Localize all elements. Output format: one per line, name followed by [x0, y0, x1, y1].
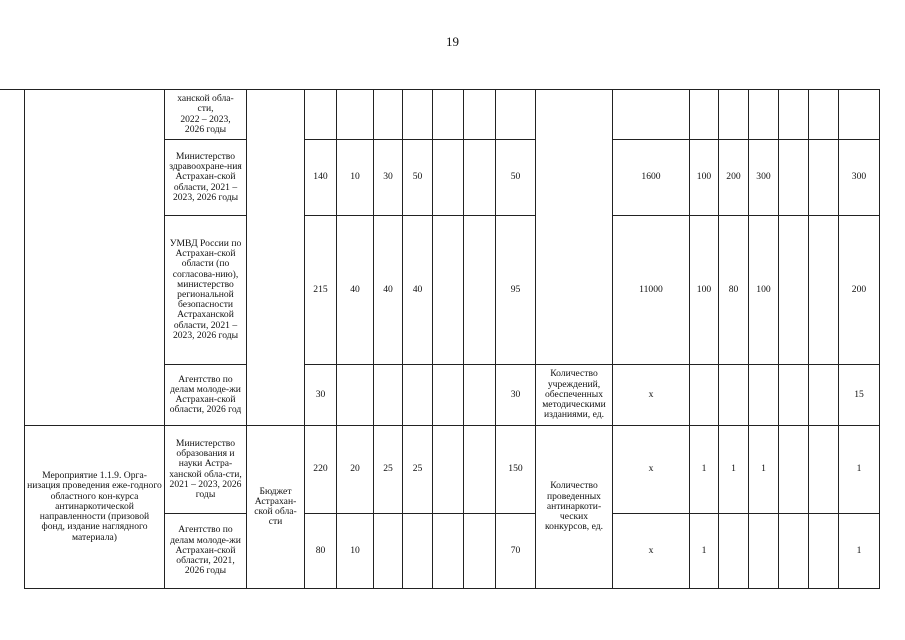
- value-total: [613, 90, 690, 140]
- value-2026: 300: [839, 140, 880, 216]
- value-2023: 1: [749, 426, 779, 514]
- cost-2021: 40: [337, 216, 374, 365]
- value-2024: [779, 216, 809, 365]
- value-2022: 1: [719, 426, 749, 514]
- cost-2025: [464, 90, 496, 140]
- value-2025: [809, 216, 839, 365]
- value-2025: [809, 90, 839, 140]
- cost-2024: [433, 90, 464, 140]
- program-activities-table: [24, 89, 880, 589]
- funding-source-cell-continued: [247, 90, 305, 426]
- cost-2022: 40: [374, 216, 403, 365]
- cost-2023: 50: [403, 140, 433, 216]
- value-2021: 100: [690, 140, 719, 216]
- value-2026: [839, 90, 880, 140]
- executor-cell: Министерство образования и науки Астра-ханской обла-сти, 2021 – 2023, 2026 годы: [165, 426, 247, 514]
- activity-cell: Мероприятие 1.1.9. Орга-низация проведения еже-годного областного кон-курса антинаркотической направленности (призовой фонд, издание наглядного материала): [25, 426, 165, 589]
- cost-2025: [464, 365, 496, 426]
- table-left-stub-line: [0, 89, 24, 90]
- value-2026: 1: [839, 514, 880, 589]
- cost-total: 80: [305, 514, 337, 589]
- cost-2023: [403, 514, 433, 589]
- value-2024: [779, 514, 809, 589]
- value-2023: [749, 90, 779, 140]
- cost-total: 140: [305, 140, 337, 216]
- value-2026: 200: [839, 216, 880, 365]
- executor-cell: Агентство по делам молоде-жи Астрахан-ской области, 2021, 2026 годы: [165, 514, 247, 589]
- executor-cell: ханской обла- сти, 2022 – 2023, 2026 годы: [165, 90, 247, 140]
- cost-2021: [337, 365, 374, 426]
- cost-total: 220: [305, 426, 337, 514]
- value-2023: 300: [749, 140, 779, 216]
- value-2022: 80: [719, 216, 749, 365]
- table-row: [25, 90, 880, 140]
- value-2022: [719, 90, 749, 140]
- cost-total: 215: [305, 216, 337, 365]
- executor-cell: Министерство здравоохране-ния Астрахан-ской области, 2021 – 2023, 2026 годы: [165, 140, 247, 216]
- cost-2022: [374, 365, 403, 426]
- cost-2024: [433, 514, 464, 589]
- cost-2026: 30: [496, 365, 536, 426]
- value-total: х: [613, 514, 690, 589]
- value-2023: [749, 365, 779, 426]
- cost-2021: [337, 90, 374, 140]
- indicator-cell: Количество проведенных антинаркоти-ческих конкурсов, ед.: [536, 426, 613, 589]
- cost-2024: [433, 140, 464, 216]
- value-total: х: [613, 426, 690, 514]
- value-2023: [749, 514, 779, 589]
- cost-2023: 40: [403, 216, 433, 365]
- value-2024: [779, 90, 809, 140]
- value-2021: [690, 90, 719, 140]
- cost-2023: [403, 365, 433, 426]
- cost-2026: 50: [496, 140, 536, 216]
- cost-2021: 20: [337, 426, 374, 514]
- value-2021: [690, 365, 719, 426]
- cost-2024: [433, 216, 464, 365]
- cost-2026: [496, 90, 536, 140]
- value-2025: [809, 365, 839, 426]
- value-total: 11000: [613, 216, 690, 365]
- cost-2021: 10: [337, 140, 374, 216]
- cost-2026: 70: [496, 514, 536, 589]
- cost-2024: [433, 365, 464, 426]
- cost-2023: 25: [403, 426, 433, 514]
- funding-source-cell: Бюджет Астрахан-ской обла-сти: [247, 426, 305, 589]
- cost-2025: [464, 216, 496, 365]
- value-total: 1600: [613, 140, 690, 216]
- cost-2021: 10: [337, 514, 374, 589]
- cost-2024: [433, 426, 464, 514]
- cost-2026: 150: [496, 426, 536, 514]
- cost-2022: [374, 90, 403, 140]
- cost-2025: [464, 426, 496, 514]
- value-2025: [809, 140, 839, 216]
- value-2023: 100: [749, 216, 779, 365]
- cost-2022: [374, 514, 403, 589]
- value-2026: 15: [839, 365, 880, 426]
- cost-2025: [464, 140, 496, 216]
- cost-2025: [464, 514, 496, 589]
- cost-total: 30: [305, 365, 337, 426]
- value-2024: [779, 365, 809, 426]
- table-row: [25, 426, 880, 514]
- indicator-cell: Количество учреждений, обеспеченных методическими изданиями, ед.: [536, 365, 613, 426]
- cost-2026: 95: [496, 216, 536, 365]
- cost-2023: [403, 90, 433, 140]
- value-total: х: [613, 365, 690, 426]
- cost-2022: 25: [374, 426, 403, 514]
- value-2025: [809, 514, 839, 589]
- cost-2022: 30: [374, 140, 403, 216]
- value-2026: 1: [839, 426, 880, 514]
- value-2022: 200: [719, 140, 749, 216]
- value-2024: [779, 140, 809, 216]
- value-2024: [779, 426, 809, 514]
- value-2021: 1: [690, 514, 719, 589]
- page-number: 19: [446, 34, 459, 49]
- indicator-cell-continued: [536, 90, 613, 365]
- executor-cell: УМВД России по Астрахан-ской области (по согласова-нию), министерство региональной безопасности Астраханской области, 2021 – 2023, 2026 годы: [165, 216, 247, 365]
- activity-cell-continued: [25, 90, 165, 426]
- value-2022: [719, 365, 749, 426]
- executor-cell: Агентство по делам молоде-жи Астрахан-ской области, 2026 год: [165, 365, 247, 426]
- value-2021: 100: [690, 216, 719, 365]
- value-2025: [809, 426, 839, 514]
- value-2021: 1: [690, 426, 719, 514]
- cost-total: [305, 90, 337, 140]
- value-2022: [719, 514, 749, 589]
